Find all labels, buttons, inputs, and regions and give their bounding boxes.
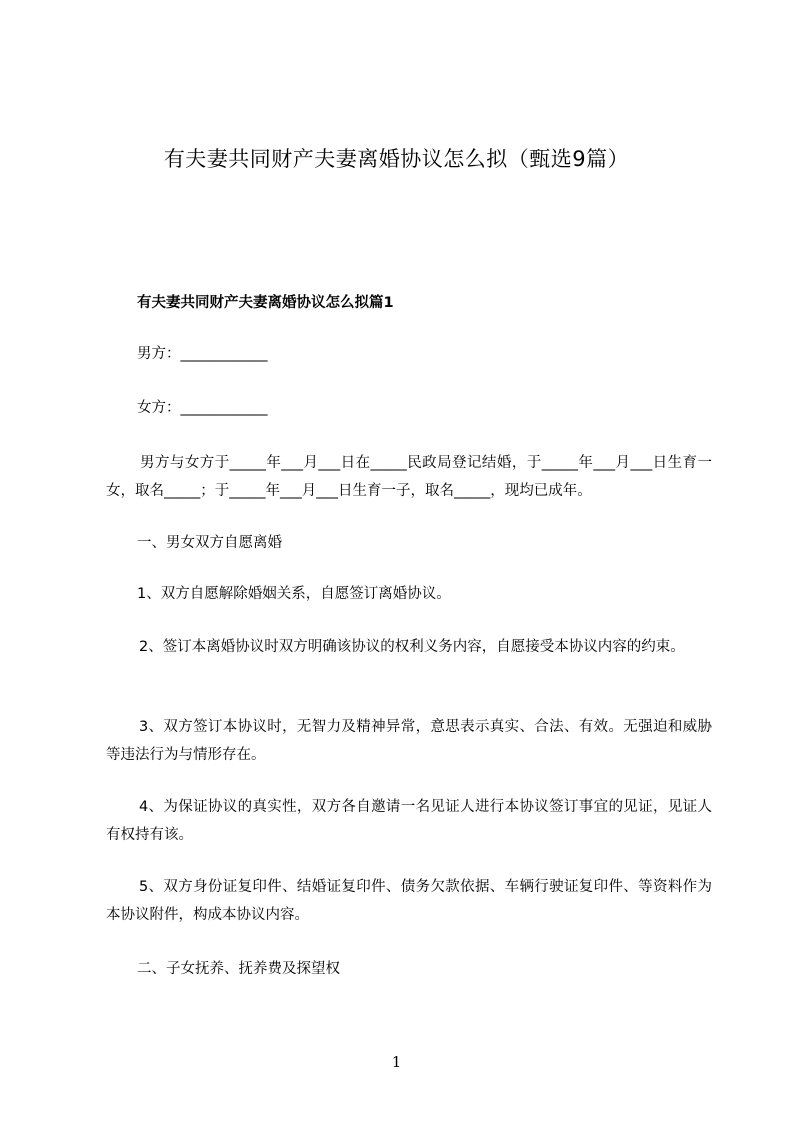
marriage-info-paragraph: 男方与女方于_____年___月___日在_____民政局登记结婚，于_____年___月___日生育一女，取名_____；于_____年___月___日生育一子，取名_____，现均已成年。 <box>106 455 712 499</box>
document-title: 有夫妻共同财产夫妻离婚协议怎么拟（甄选9篇） <box>163 147 630 171</box>
clause-5: 5、双方身份证复印件、结婚证复印件、债务欠款依据、车辆行驶证复印件、等资料作为本协议附件，构成本协议内容。 <box>106 879 712 923</box>
clause-3: 3、双方签订本协议时，无智力及精神异常，意思表示真实、合法、有效。无强迫和威胁等违法行为与情形存在。 <box>106 719 712 763</box>
heading-child-custody: 二、子女抚养、抚养费及探望权 <box>137 961 340 977</box>
clause-2: 2、签订本离婚协议时双方明确该协议的权利义务内容，自愿接受本协议内容的约束。 <box>139 639 685 655</box>
male-party-line: 男方：____________ <box>137 346 268 362</box>
female-party-line: 女方：____________ <box>137 400 268 416</box>
clause-4: 4、为保证协议的真实性，双方各自邀请一名见证人进行本协议签订事宜的见证，见证人有权持有该。 <box>106 799 712 843</box>
clause-1: 1、双方自愿解除婚姻关系，自愿签订离婚协议。 <box>137 586 451 602</box>
page-number: 1 <box>391 1053 402 1071</box>
section-title: 有夫妻共同财产夫妻离婚协议怎么拟篇1 <box>137 295 394 311</box>
heading-voluntary-divorce: 一、男女双方自愿离婚 <box>137 535 282 551</box>
